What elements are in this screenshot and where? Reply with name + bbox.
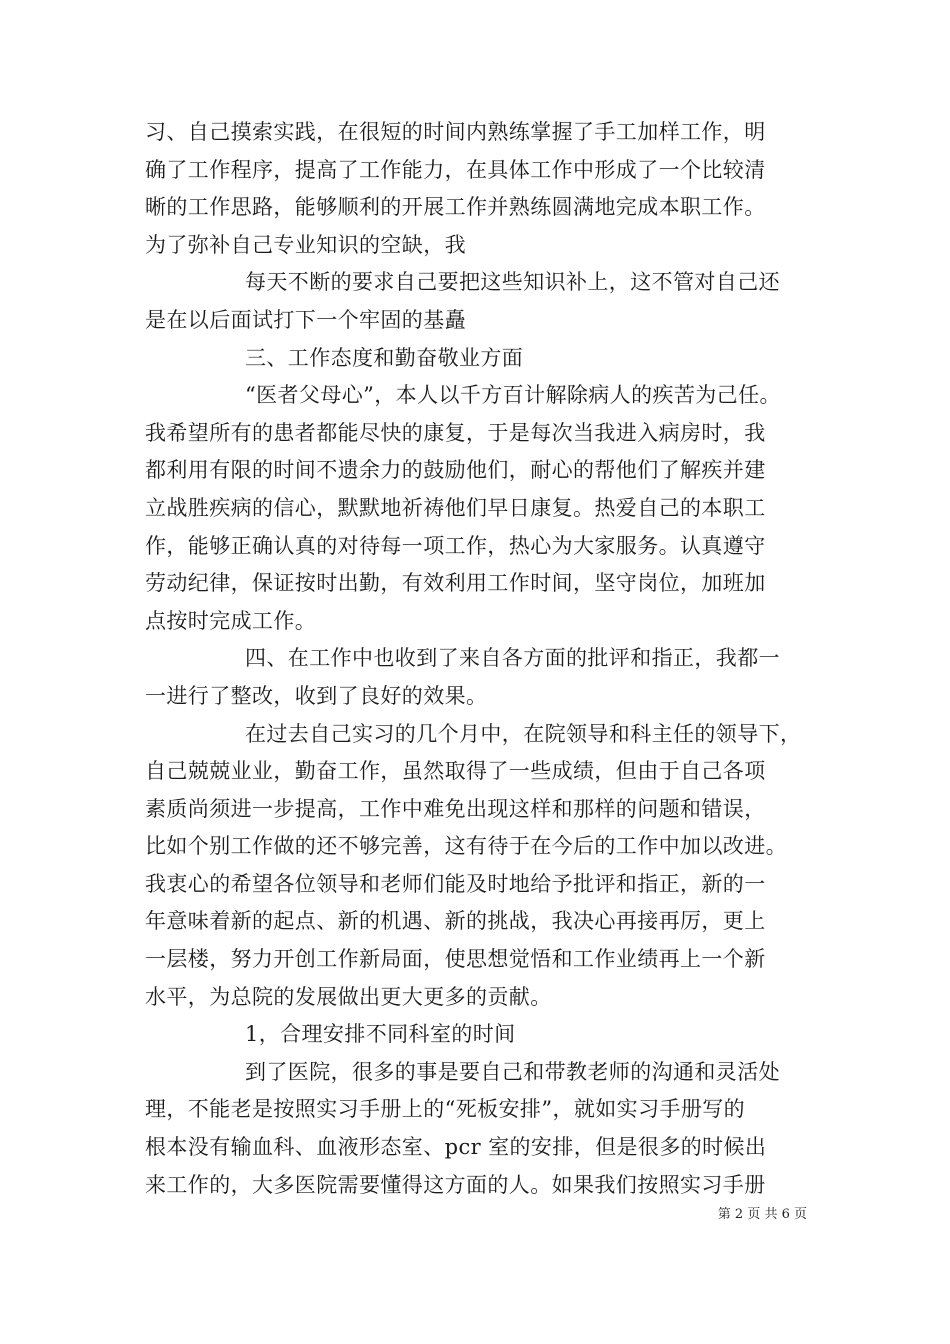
text-line: “医者父母心”，本人以千方百计解除病人的疾苦为己任。 bbox=[245, 383, 781, 408]
text-line: 比如个别工作做的还不够完善，这有待于在今后的工作中加以改进。 bbox=[145, 834, 787, 859]
text-line: 为了弥补自己专业知识的空缺，我 bbox=[145, 232, 466, 257]
text-line: 确了工作程序，提高了工作能力，在具体工作中形成了一个比较清 bbox=[145, 157, 766, 182]
page-footer: 第 2 页 共 6 页 bbox=[717, 1207, 807, 1222]
text-line: 1，合理安排不同科室的时间 bbox=[245, 1022, 516, 1047]
text-line: 根本没有输血科、血液形态室、pcr 室的安排，但是很多的时候出 bbox=[145, 1135, 767, 1160]
text-line: 来工作的，大多医院需要懂得这方面的人。如果我们按照实习手册 bbox=[145, 1172, 766, 1197]
text-line: 习、自己摸索实践，在很短的时间内熟练掌握了手工加样工作，明 bbox=[145, 120, 766, 144]
text-line: 三、工作态度和勤奋敬业方面 bbox=[245, 345, 524, 370]
text-line: 劳动纪律，保证按时出勤，有效利用工作时间，坚守岗位，加班加 bbox=[145, 571, 766, 596]
text-line: 理，不能老是按照实习手册上的“死板安排”，就如实习手册写的 bbox=[145, 1097, 746, 1122]
text-line: 一层楼，努力开创工作新局面，使思想觉悟和工作业绩再上一个新 bbox=[145, 947, 766, 972]
text-line: 作，能够正确认真的对待每一项工作，热心为大家服务。认真遵守 bbox=[145, 533, 766, 558]
text-line: 都利用有限的时间不遗余力的鼓励他们，耐心的帮他们了解疾并建 bbox=[145, 458, 766, 483]
text-line: 是在以后面试打下一个牢固的基矗 bbox=[145, 307, 466, 332]
text-line: 素质尚须进一步提高，工作中难免出现这样和那样的问题和错误， bbox=[145, 796, 766, 821]
text-line: 年意味着新的起点、新的机遇、新的挑战，我决心再接再厉，更上 bbox=[145, 909, 766, 934]
text-line: 自己兢兢业业，勤奋工作，虽然取得了一些成绩，但由于自己各项 bbox=[145, 759, 766, 784]
text-line: 我衷心的希望各位领导和老师们能及时地给予批评和指正，新的一 bbox=[145, 871, 766, 896]
text-line: 我希望所有的患者都能尽快的康复，于是每次当我进入病房时，我 bbox=[145, 420, 766, 445]
text-line: 到了医院，很多的事是要自己和带教老师的沟通和灵活处 bbox=[245, 1059, 780, 1084]
text-line: 点按时完成工作。 bbox=[145, 608, 317, 633]
text-line: 立战胜疾病的信心，默默地祈祷他们早日康复。热爱自己的本职工 bbox=[145, 495, 766, 520]
document-body bbox=[145, 114, 825, 1204]
text-line: 每天不断的要求自己要把这些知识补上，这不管对自己还 bbox=[245, 270, 780, 295]
text-line: 晰的工作思路，能够顺利的开展工作并熟练圆满地完成本职工作。 bbox=[145, 195, 766, 220]
text-line: 在过去自己实习的几个月中，在院领导和科主任的领导下， bbox=[245, 721, 802, 746]
text-line: 四、在工作中也收到了来自各方面的批评和指正，我都一 bbox=[245, 646, 780, 671]
text-line: 一进行了整改，收到了良好的效果。 bbox=[145, 683, 488, 708]
text-line: 水平，为总院的发展做出更大更多的贡献。 bbox=[145, 984, 552, 1009]
